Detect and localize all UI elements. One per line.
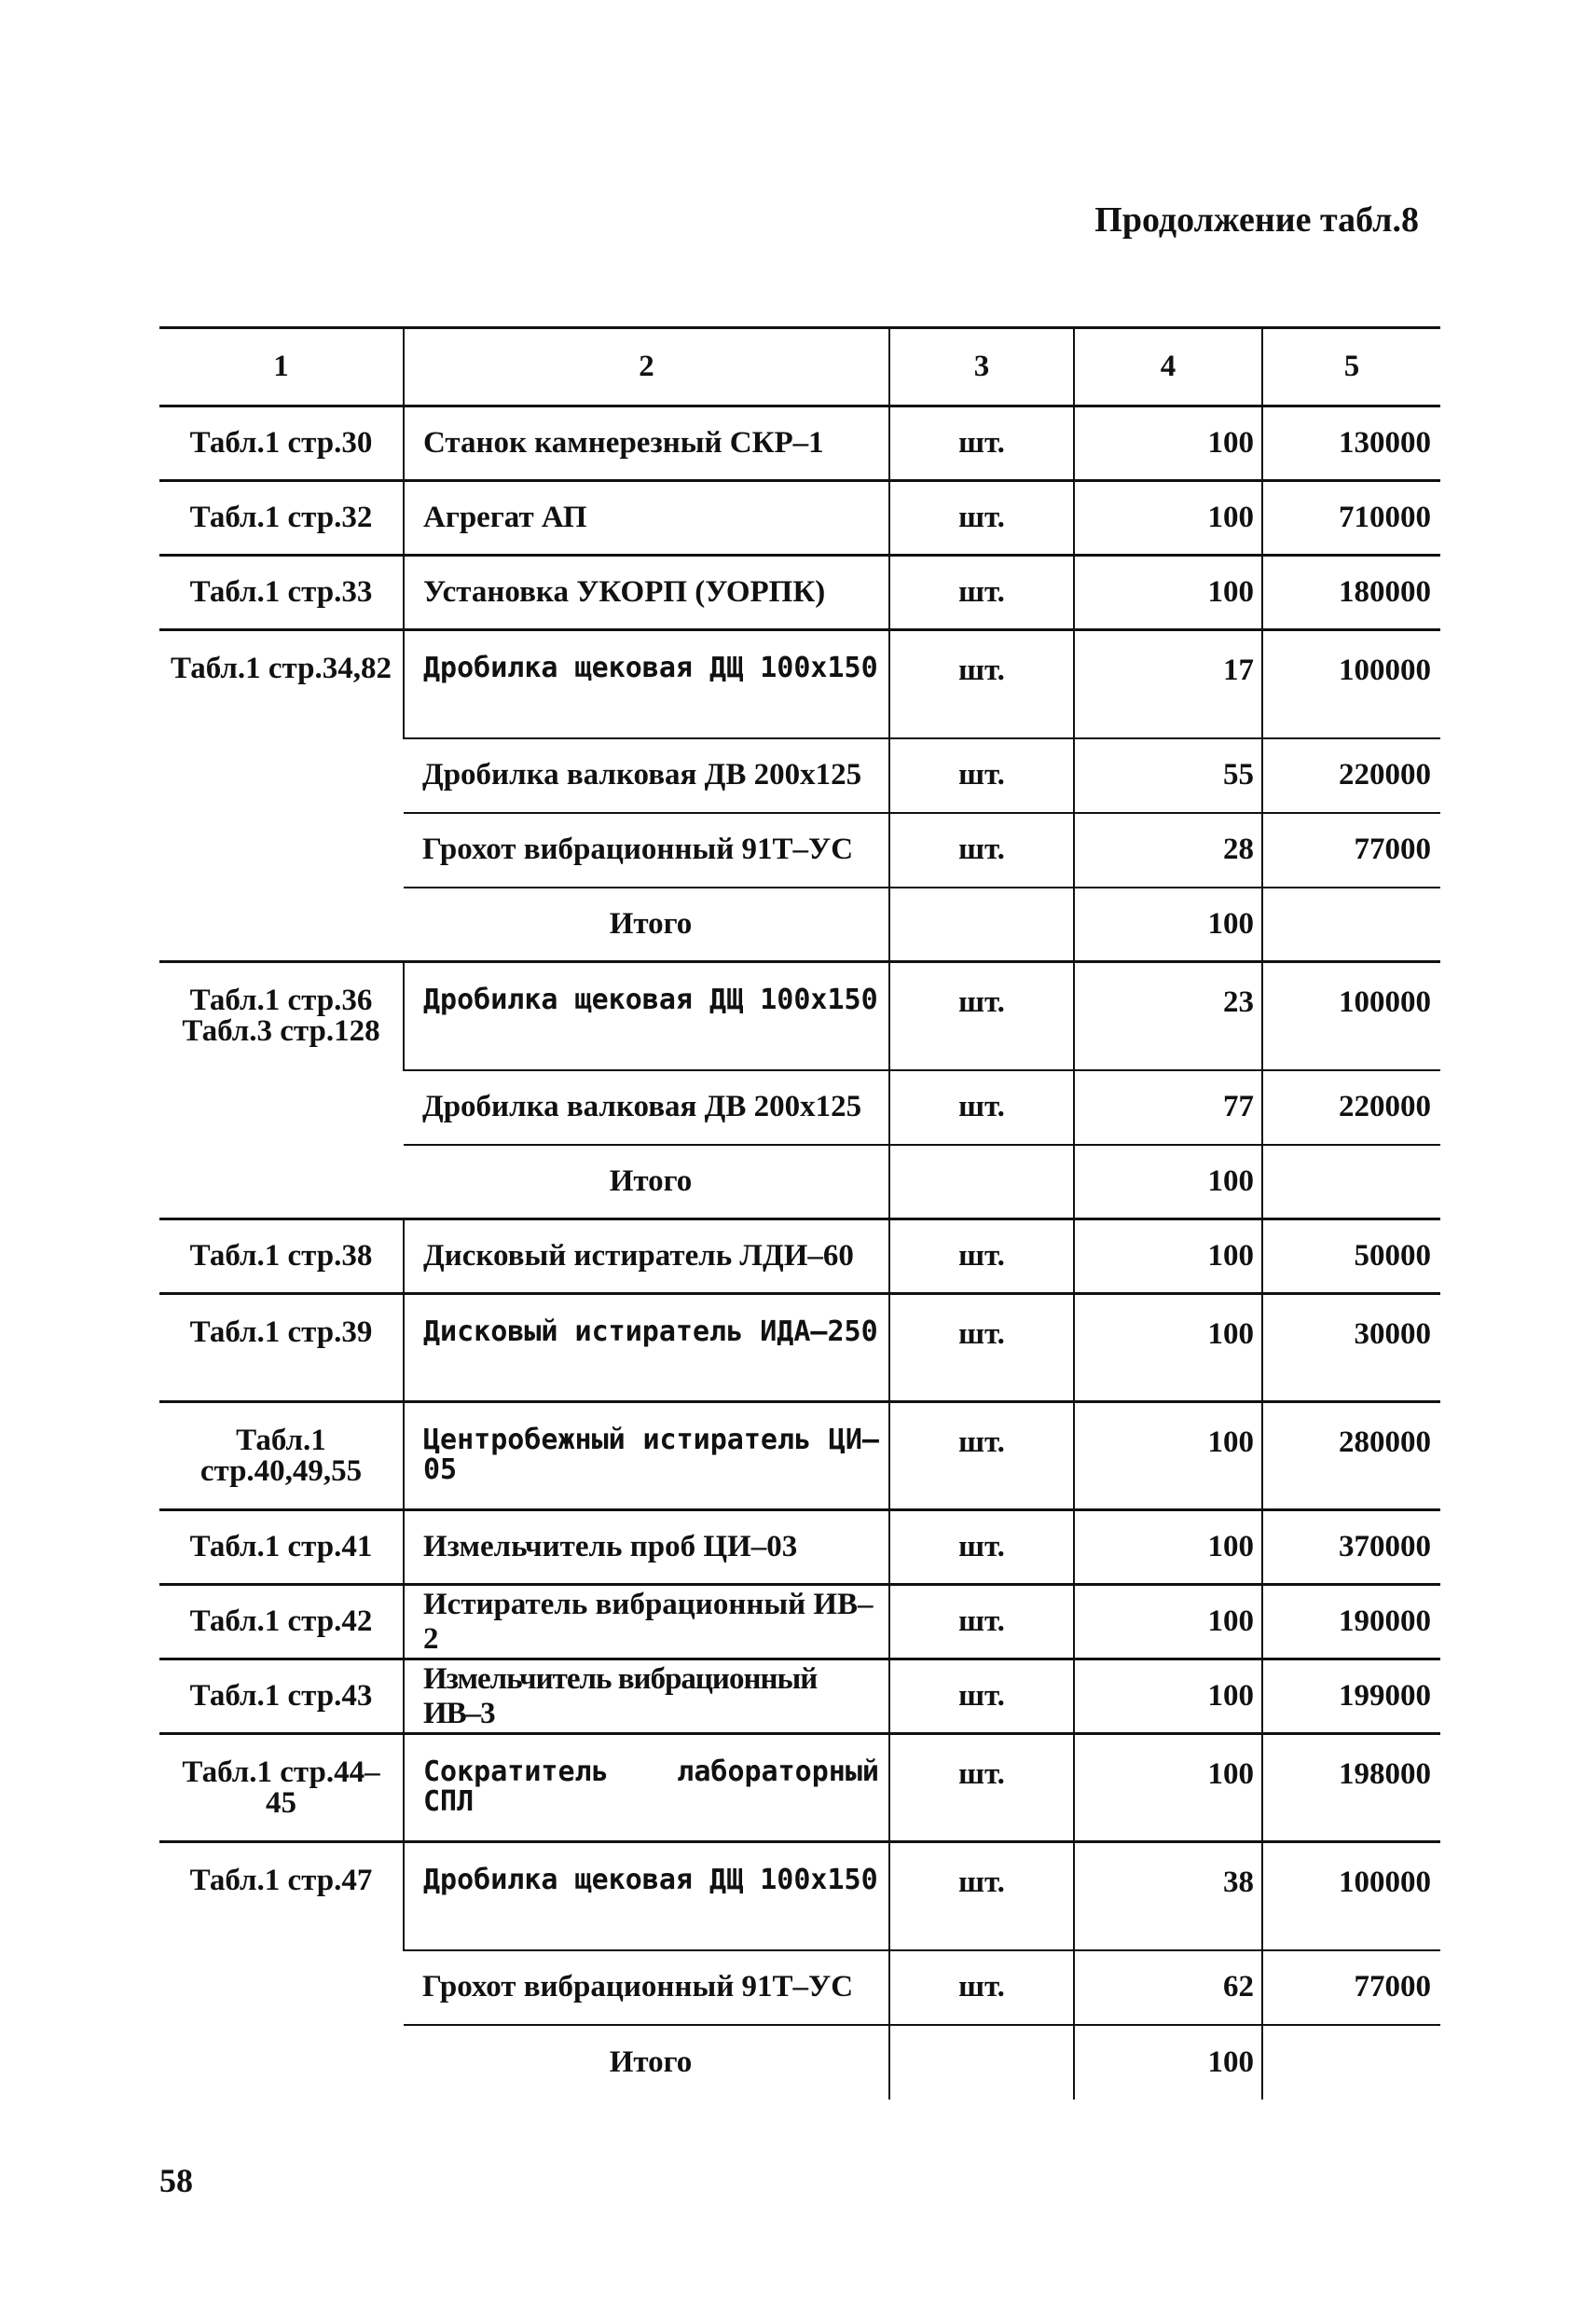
header-cell: 5 [1262, 328, 1440, 406]
price-cell: 30000 [1262, 1294, 1440, 1402]
unit-cell: шт. [889, 1294, 1074, 1402]
qty-cell: 100 [1074, 1659, 1262, 1734]
page-number: 58 [159, 2162, 193, 2199]
name-cell: Измельчитель вибрационный ИВ–3 [404, 1659, 889, 1734]
table-row [159, 556, 1440, 630]
price-cell: 180000 [1262, 556, 1440, 630]
unit-cell: шт. [889, 1070, 1074, 1145]
header-cell: 2 [404, 328, 889, 406]
name-cell: Дробилка щековая ДЩ 100х150 [404, 630, 889, 738]
table-row [159, 481, 1440, 556]
ref-cell: Табл.1 стр.34,82 [159, 630, 404, 962]
qty-cell: 100 [1074, 406, 1262, 481]
unit-cell: шт. [889, 1510, 1074, 1585]
qty-cell: 17 [1074, 630, 1262, 738]
unit-cell [889, 888, 1074, 962]
ref-cell: Табл.1 стр.33 [159, 556, 404, 630]
unit-cell: шт. [889, 1585, 1074, 1659]
ref-cell: Табл.1 стр.39 [159, 1294, 404, 1402]
name-cell: Установка УКОРП (УОРПК) [404, 556, 889, 630]
price-cell [1262, 888, 1440, 962]
unit-cell: шт. [889, 1219, 1074, 1294]
price-cell: 280000 [1262, 1402, 1440, 1510]
name-cell: Станок камнерезный СКР–1 [404, 406, 889, 481]
total-label: Итого [404, 2025, 889, 2100]
unit-cell: шт. [889, 481, 1074, 556]
price-cell: 710000 [1262, 481, 1440, 556]
table-row [159, 630, 1440, 738]
qty-cell: 100 [1074, 556, 1262, 630]
table-caption: Продолжение табл.8 [1094, 200, 1419, 240]
ref-cell: Табл.1 стр.42 [159, 1585, 404, 1659]
qty-cell: 100 [1074, 1734, 1262, 1842]
name-cell: Дробилка щековая ДЩ 100х150 [404, 1842, 889, 1950]
qty-cell: 100 [1074, 1145, 1262, 1219]
table-row [159, 1734, 1440, 1842]
unit-cell: шт. [889, 406, 1074, 481]
qty-cell: 100 [1074, 1294, 1262, 1402]
qty-cell: 100 [1074, 1219, 1262, 1294]
unit-cell: шт. [889, 630, 1074, 738]
total-label: Итого [404, 1145, 889, 1219]
qty-cell: 23 [1074, 962, 1262, 1070]
table-row [159, 1585, 1440, 1659]
table-row [159, 1510, 1440, 1585]
ref-cell: Табл.1 стр.36 Табл.3 стр.128 [159, 962, 404, 1219]
name-cell: Дробилка валковая ДВ 200х125 [404, 1070, 889, 1145]
table-row [159, 962, 1440, 1070]
qty-cell: 100 [1074, 1585, 1262, 1659]
price-cell: 199000 [1262, 1659, 1440, 1734]
price-cell: 190000 [1262, 1585, 1440, 1659]
table-row [159, 1294, 1440, 1402]
qty-cell: 100 [1074, 481, 1262, 556]
price-cell: 77000 [1262, 1950, 1440, 2025]
price-cell: 100000 [1262, 962, 1440, 1070]
unit-cell: шт. [889, 1659, 1074, 1734]
price-cell: 50000 [1262, 1219, 1440, 1294]
unit-cell: шт. [889, 738, 1074, 813]
header-cell: 4 [1074, 328, 1262, 406]
name-cell: Дисковый истиратель ЛДИ–60 [404, 1219, 889, 1294]
unit-cell [889, 2025, 1074, 2100]
header-cell: 1 [159, 328, 404, 406]
name-cell: Центробежный истиратель ЦИ–05 [404, 1402, 889, 1510]
ref-cell: Табл.1 стр.41 [159, 1510, 404, 1585]
table-row [159, 1842, 1440, 1950]
ref-cell: Табл.1 стр.38 [159, 1219, 404, 1294]
name-cell: Грохот вибрационный 91Т–УС [404, 1950, 889, 2025]
qty-cell: 55 [1074, 738, 1262, 813]
unit-cell: шт. [889, 1402, 1074, 1510]
unit-cell: шт. [889, 1950, 1074, 2025]
price-cell: 130000 [1262, 406, 1440, 481]
unit-cell: шт. [889, 556, 1074, 630]
unit-cell [889, 1145, 1074, 1219]
name-cell: Истиратель вибрационный ИВ–2 [404, 1585, 889, 1659]
price-cell: 220000 [1262, 738, 1440, 813]
price-cell: 77000 [1262, 813, 1440, 888]
ref-cell: Табл.1 стр.44–45 [159, 1734, 404, 1842]
total-label: Итого [404, 888, 889, 962]
price-cell: 198000 [1262, 1734, 1440, 1842]
price-cell [1262, 1145, 1440, 1219]
ref-cell: Табл.1 стр.30 [159, 406, 404, 481]
qty-cell: 38 [1074, 1842, 1262, 1950]
table-row [159, 1219, 1440, 1294]
qty-cell: 28 [1074, 813, 1262, 888]
ref-cell: Табл.1 стр.40,49,55 [159, 1402, 404, 1510]
name-cell: Дробилка валковая ДВ 200х125 [404, 738, 889, 813]
equipment-table [159, 326, 1440, 2100]
name-cell: Дробилка щековая ДЩ 100х150 [404, 962, 889, 1070]
name-cell: Измельчитель проб ЦИ–03 [404, 1510, 889, 1585]
table-row [159, 1402, 1440, 1510]
price-cell [1262, 2025, 1440, 2100]
ref-cell: Табл.1 стр.47 [159, 1842, 404, 2100]
unit-cell: шт. [889, 813, 1074, 888]
price-cell: 100000 [1262, 1842, 1440, 1950]
price-cell: 220000 [1262, 1070, 1440, 1145]
table-row [159, 406, 1440, 481]
header-row [159, 328, 1440, 406]
qty-cell: 62 [1074, 1950, 1262, 2025]
name-cell: Агрегат АП [404, 481, 889, 556]
table-row [159, 1659, 1440, 1734]
qty-cell: 100 [1074, 1402, 1262, 1510]
qty-cell: 100 [1074, 2025, 1262, 2100]
name-cell: Сократитель лабораторный СПЛ [404, 1734, 889, 1842]
ref-cell: Табл.1 стр.43 [159, 1659, 404, 1734]
qty-cell: 100 [1074, 1510, 1262, 1585]
unit-cell: шт. [889, 1734, 1074, 1842]
unit-cell: шт. [889, 1842, 1074, 1950]
qty-cell: 77 [1074, 1070, 1262, 1145]
header-cell: 3 [889, 328, 1074, 406]
qty-cell: 100 [1074, 888, 1262, 962]
name-cell: Грохот вибрационный 91Т–УС [404, 813, 889, 888]
ref-cell: Табл.1 стр.32 [159, 481, 404, 556]
price-cell: 370000 [1262, 1510, 1440, 1585]
price-cell: 100000 [1262, 630, 1440, 738]
name-cell: Дисковый истиратель ИДА–250 [404, 1294, 889, 1402]
unit-cell: шт. [889, 962, 1074, 1070]
